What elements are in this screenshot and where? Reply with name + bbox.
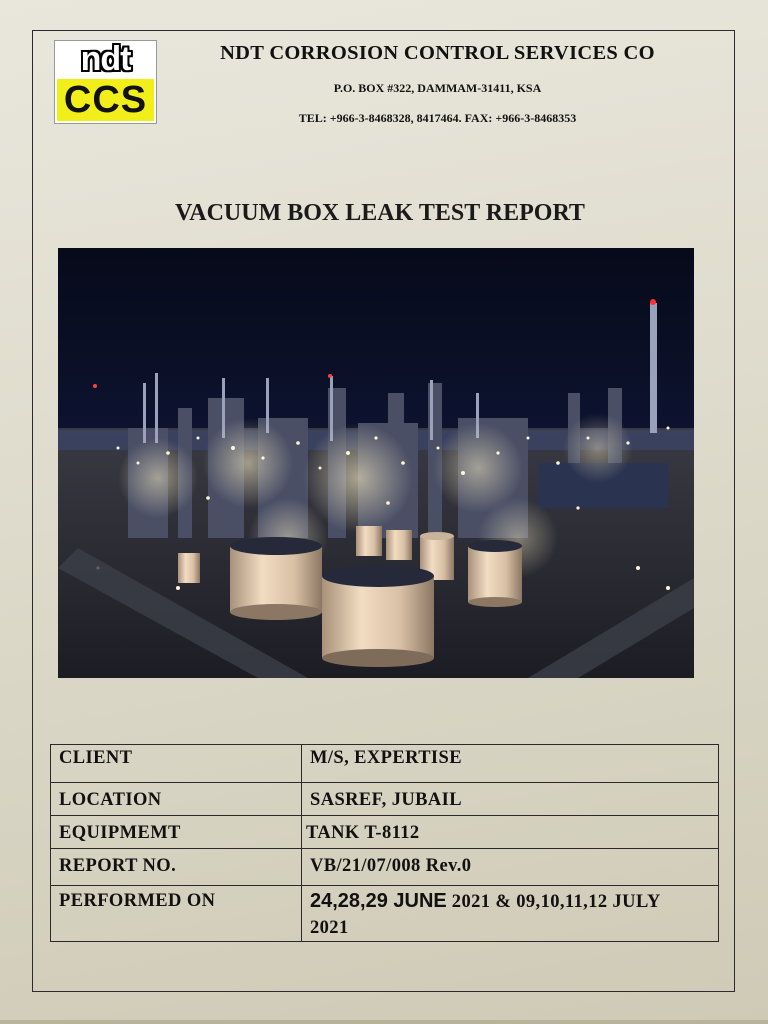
report-number-value: VB/21/07/008 Rev.0	[302, 849, 719, 886]
logo-top-text: ndt	[80, 40, 131, 78]
client-label: CLIENT	[51, 745, 302, 783]
company-logo	[54, 40, 157, 124]
report-title: VACUUM BOX LEAK TEST REPORT	[175, 200, 585, 226]
location-label: LOCATION	[51, 783, 302, 816]
company-contact: TEL: +966-3-8468328, 8417464. FAX: +966-3-8468353	[298, 111, 577, 125]
table-row-equipment	[51, 816, 719, 849]
company-name: NDT CORROSION CONTROL SERVICES CO	[220, 42, 655, 64]
logo-top-panel	[55, 41, 156, 77]
company-address: P.O. BOX #322, DAMMAM-31411, KSA	[333, 81, 542, 95]
table-row-client	[51, 745, 719, 783]
table-row-location	[51, 783, 719, 816]
report-number-label: REPORT NO.	[51, 849, 302, 886]
report-info-table	[50, 744, 719, 942]
equipment-label: EQUIPMEMT	[51, 816, 302, 849]
table-row-performed-on	[51, 886, 719, 942]
performed-on-dates-july: 2021 & 09,10,11,12 JULY 2021	[310, 892, 661, 938]
location-value: SASREF, JUBAIL	[302, 783, 719, 816]
client-value: M/S, EXPERTISE	[302, 745, 719, 783]
performed-on-label: PERFORMED ON	[51, 886, 302, 942]
refinery-night-photo	[58, 248, 694, 678]
logo-bottom-panel	[57, 79, 154, 121]
performed-on-value	[302, 886, 719, 942]
bottom-strip	[0, 1020, 768, 1024]
table-row-report-number	[51, 849, 719, 886]
performed-on-dates-june: 24,28,29 JUNE	[310, 890, 447, 912]
equipment-value: TANK T-8112	[302, 816, 719, 849]
logo-bottom-text: CCS	[63, 79, 148, 121]
